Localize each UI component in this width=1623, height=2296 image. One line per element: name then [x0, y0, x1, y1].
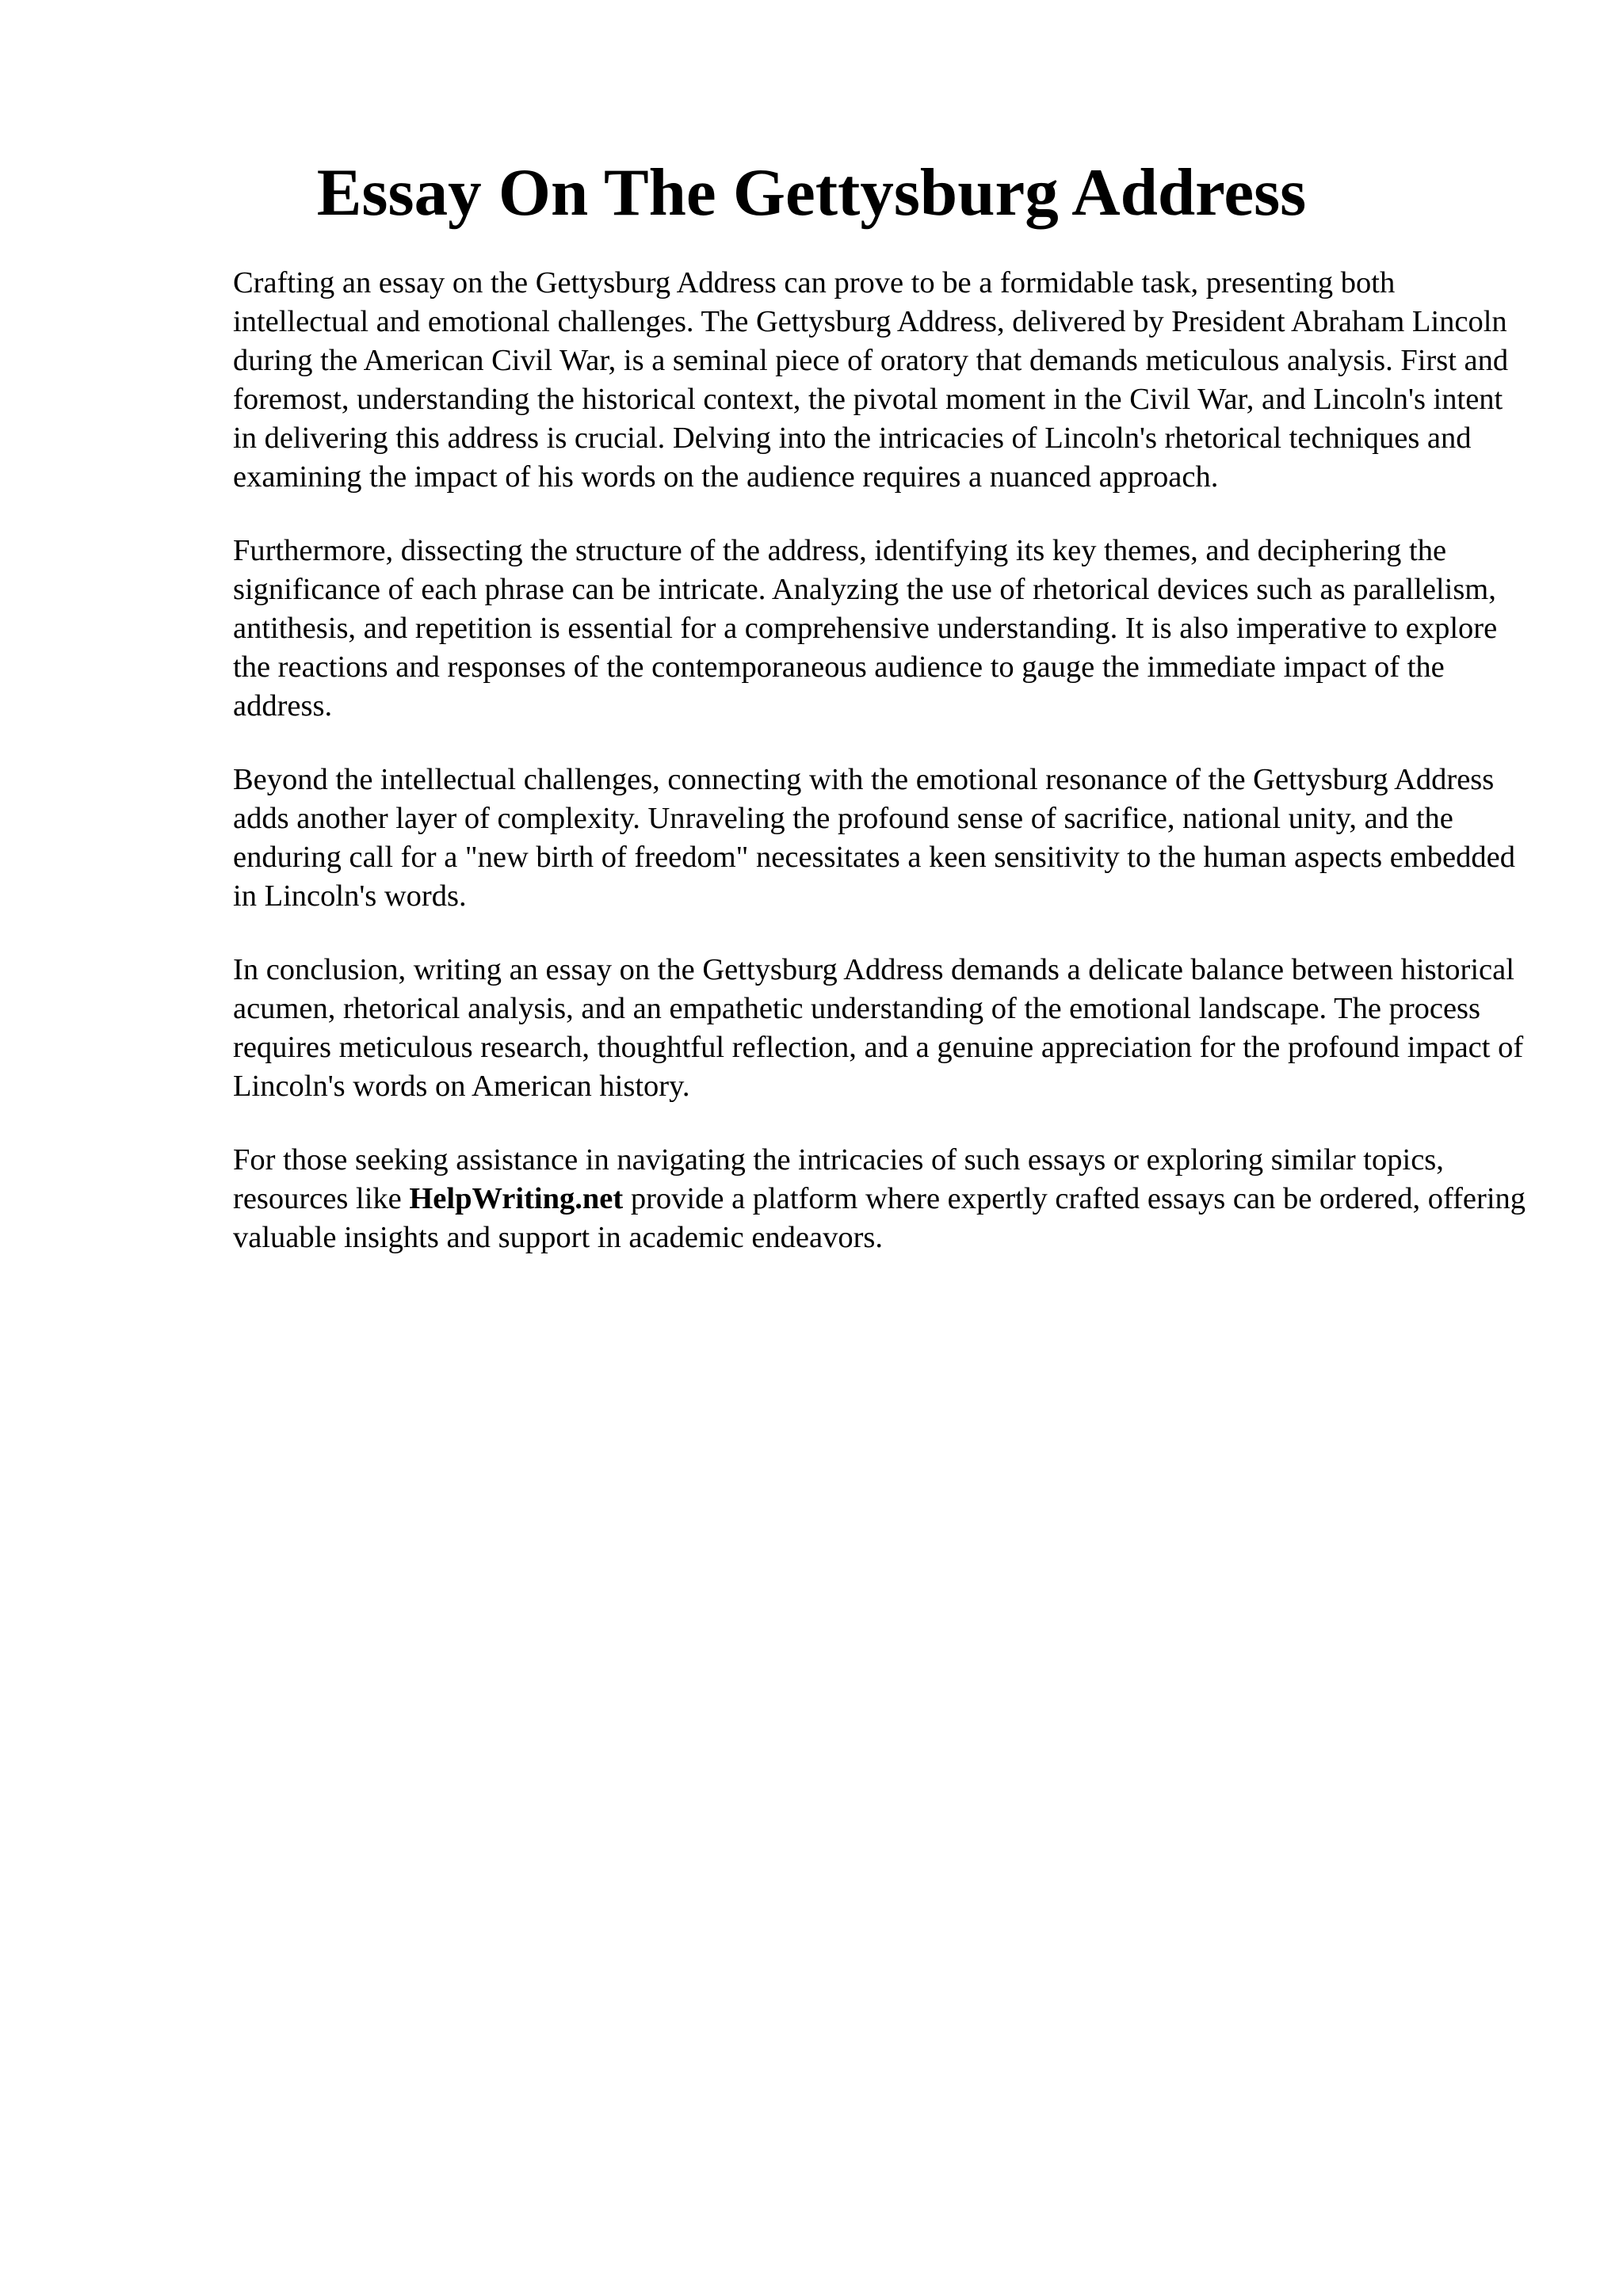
closing-text-before: For those seeking assistance in navigating the intricacies of such essays or exploring similar topics, resources like: [233, 1143, 1444, 1215]
paragraph-emotion: Beyond the intellectual challenges, connecting with the emotional resonance of the Gettysburg Address adds another layer of complexity. Unraveling the profound sense of sacrifice, national unity, and the enduring call for a "new birth of freedom" necessitates a keen sensitivity to the human aspects embedded in Lincoln's words.: [233, 763, 1515, 913]
paragraph-structure: Furthermore, dissecting the structure of the address, identifying its key themes, and deciphering the significance of each phrase can be intricate. Analyzing the use of rhetorical devices such as parallelism, antithesis, and repetition is essential for a comprehensive understanding. It is also imperative to explore the reactions and responses of the contemporaneous audience to gauge the immediate impact of the address.: [233, 534, 1498, 723]
paragraph-intro: Crafting an essay on the Gettysburg Address can prove to be a formidable task, presenting both intellectual and emotional challenges. The Gettysburg Address, delivered by President Abraham Lincoln during the American Civil War, is a seminal piece of oratory that demands meticulous analysis. First and foremost, understanding the historical context, the pivotal moment in the Civil War, and Lincoln's intent in delivering this address is crucial. Delving into the intricacies of Lincoln's rhetorical techniques and examining the impact of his words on the audience requires a nuanced approach.: [233, 266, 1509, 494]
paragraph-conclusion: In conclusion, writing an essay on the Gettysburg Address demands a delicate balance between historical acumen, rhetorical analysis, and an empathetic understanding of the emotional landscape. The process requires meticulous research, thoughtful reflection, and a genuine appreciation for the profound impact of Lincoln's words on American history.: [233, 953, 1524, 1103]
page-title: Essay On The Gettysburg Address: [316, 155, 1307, 230]
brand-name: HelpWriting.net: [409, 1182, 624, 1215]
essay-body: [233, 264, 1533, 1292]
paragraph-closing: [233, 1141, 1533, 1257]
closing-text-after: provide a platform where expertly crafted essays can be ordered, offering valuable insights and support in academic endeavors.: [233, 1182, 1526, 1254]
